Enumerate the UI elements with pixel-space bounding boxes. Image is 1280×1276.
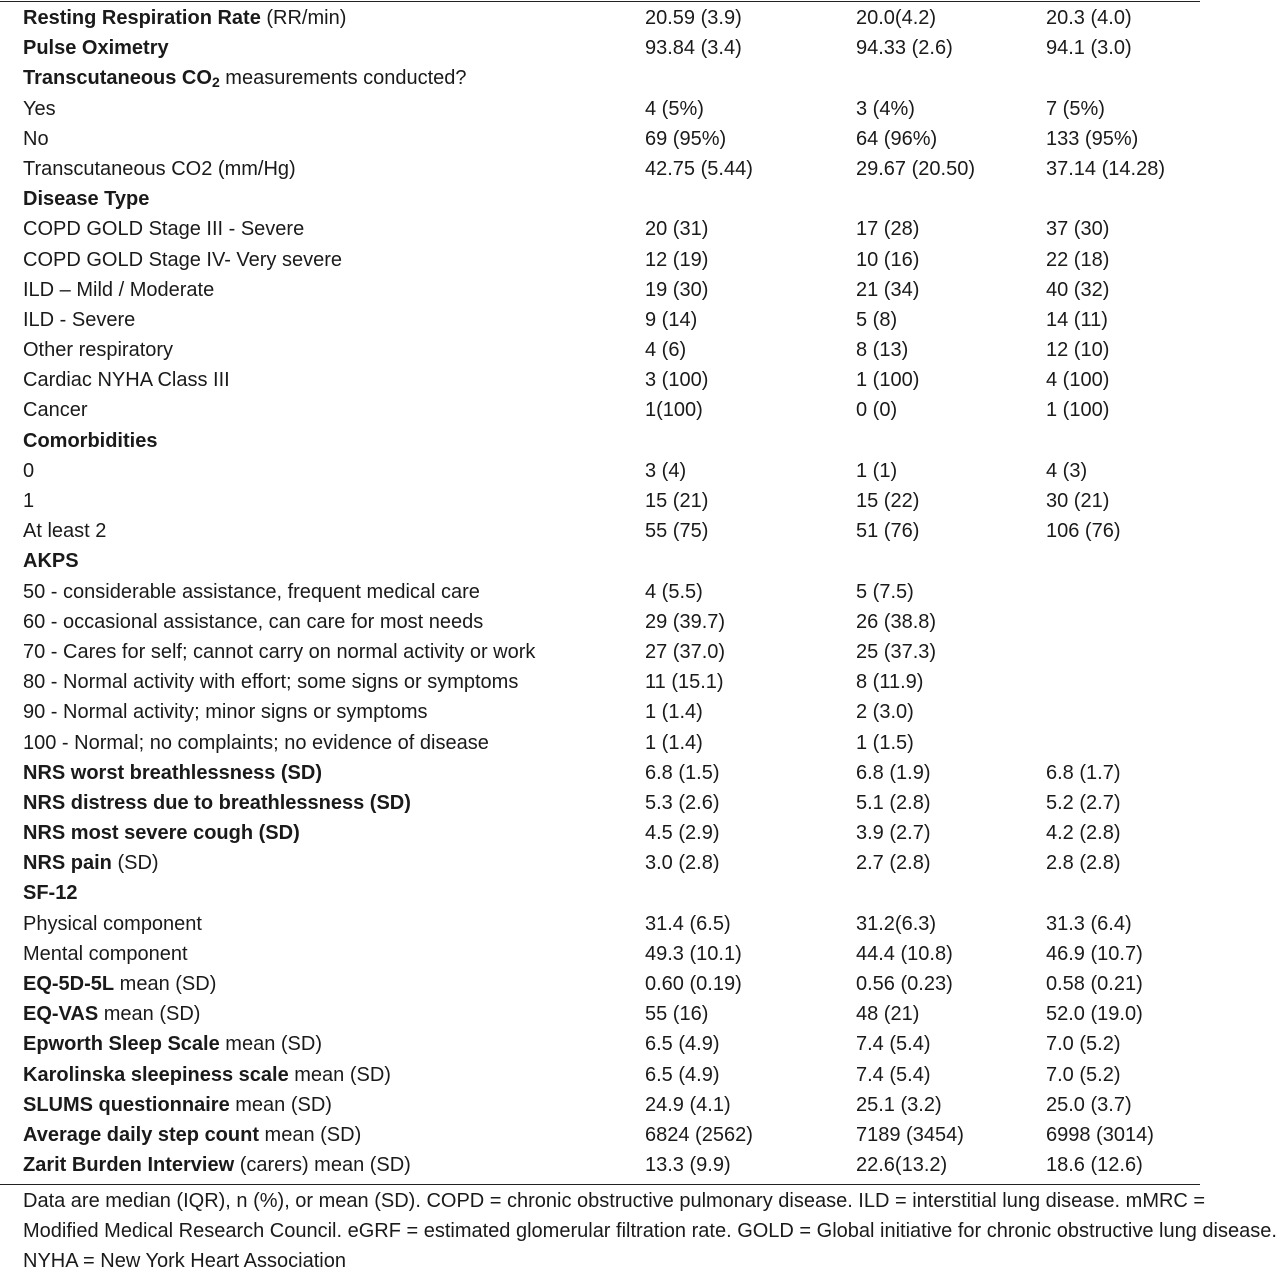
row-value-col3: 25.0 (3.7) [1046, 1093, 1132, 1116]
row-label [23, 637, 535, 667]
table-row [0, 335, 1200, 365]
table-row [0, 516, 1200, 546]
table-row [0, 184, 1200, 214]
table-row [0, 395, 1200, 425]
row-value-col3: 1 (100) [1046, 399, 1110, 422]
row-label-text: 0 [23, 459, 35, 482]
row-label-text: COPD GOLD Stage IV- Very severe [23, 248, 343, 271]
table-row [0, 486, 1200, 516]
row-value-col2: 29.67 (20.50) [856, 157, 975, 180]
row-value-col1: 93.84 (3.4) [645, 37, 742, 60]
row-label-text: mean (SD) [219, 1033, 322, 1056]
row-value-col1: 6824 (2562) [645, 1123, 753, 1146]
row-value-col1: 55 (75) [645, 520, 709, 543]
row-label [23, 275, 214, 305]
table-row [0, 637, 1200, 667]
table-row [0, 214, 1200, 244]
table-row [0, 1029, 1200, 1059]
row-label [23, 1150, 411, 1180]
row-label [23, 63, 467, 97]
row-value-col2: 17 (28) [856, 218, 920, 241]
row-label-text: Transcutaneous CO2 (mm/Hg) [23, 157, 296, 180]
row-label [23, 365, 230, 395]
row-value-col1: 49.3 (10.1) [645, 942, 742, 965]
table-row [0, 365, 1200, 395]
row-value-col3: 46.9 (10.7) [1046, 942, 1143, 965]
row-value-col2: 10 (16) [856, 248, 920, 271]
table-row [0, 758, 1200, 788]
row-label-text: 80 - Normal activity with effort; some signs or symptoms [23, 671, 519, 694]
row-value-col2: 31.2(6.3) [856, 912, 937, 935]
row-label-text: (SD) [111, 852, 159, 875]
row-value-col1: 4.5 (2.9) [645, 822, 720, 845]
table-row [0, 577, 1200, 607]
row-value-col1: 24.9 (4.1) [645, 1093, 731, 1116]
table-body [0, 3, 1200, 1180]
row-value-col3: 20.3 (4.0) [1046, 7, 1132, 29]
row-label-text: ILD - Severe [23, 308, 136, 331]
row-value-col1: 9 (14) [645, 308, 698, 331]
row-label-text: Yes [23, 97, 56, 120]
row-label [23, 909, 202, 939]
row-label-text: COPD GOLD Stage III - Severe [23, 218, 305, 241]
row-label-text: Mental component [23, 942, 188, 965]
row-value-col1: 6.5 (4.9) [645, 1033, 720, 1056]
table-row [0, 426, 1200, 456]
row-value-col1: 5.3 (2.6) [645, 791, 720, 814]
table-row [0, 999, 1200, 1029]
row-label-bold: EQ-VAS [23, 1003, 99, 1026]
row-value-col2: 8 (13) [856, 339, 909, 362]
table-row [0, 697, 1200, 727]
row-value-col3: 4.2 (2.8) [1046, 822, 1121, 845]
row-value-col3: 14 (11) [1046, 308, 1108, 331]
row-label [23, 124, 49, 154]
table-row [0, 546, 1200, 576]
row-label-text: Physical component [23, 912, 202, 935]
row-value-col3: 133 (95%) [1046, 127, 1139, 150]
row-label-text: 1 [23, 490, 35, 512]
row-value-col1: 27 (37.0) [645, 640, 726, 663]
row-value-col3: 4 (3) [1046, 459, 1088, 482]
row-label [23, 395, 87, 425]
row-value-col1: 19 (30) [645, 278, 709, 301]
row-value-col3: 37 (30) [1046, 218, 1110, 241]
table-row [0, 63, 1200, 93]
row-value-col2: 48 (21) [856, 1003, 920, 1026]
row-label [23, 758, 322, 788]
row-label [23, 1029, 322, 1059]
table-row [0, 1150, 1200, 1180]
row-label [23, 577, 480, 607]
row-value-col2: 3 (4%) [856, 97, 915, 120]
table-row [0, 667, 1200, 697]
row-label-text: (carers) mean (SD) [234, 1154, 411, 1177]
row-label-text: No [23, 127, 49, 150]
row-value-col2: 5 (8) [856, 308, 898, 331]
row-value-col2: 3.9 (2.7) [856, 822, 931, 845]
table-row [0, 909, 1200, 939]
row-label-text: mean (SD) [98, 1003, 201, 1026]
row-label [23, 516, 106, 546]
row-value-col1: 6.8 (1.5) [645, 761, 720, 784]
row-value-col2: 6.8 (1.9) [856, 761, 931, 784]
row-value-col1: 12 (19) [645, 248, 709, 271]
row-label-bold: NRS pain [23, 852, 112, 875]
row-label-text: ILD – Mild / Moderate [23, 278, 215, 301]
table-row [0, 124, 1200, 154]
table-row [0, 728, 1200, 758]
row-value-col1: 3.0 (2.8) [645, 852, 720, 875]
row-label [23, 546, 79, 576]
row-label [23, 33, 169, 63]
row-label-bold: Resting Respiration Rate [23, 7, 261, 29]
row-value-col1: 3 (100) [645, 369, 709, 392]
row-label [23, 939, 188, 969]
row-label [23, 607, 483, 637]
row-label-bold: NRS worst breathlessness (SD) [23, 761, 322, 784]
row-label [23, 94, 56, 124]
table-footnote: Data are median (IQR), n (%), or mean (SD). COPD = chronic obstructive pulmonary disease. ILD = interstitial lung disease. mMRC = Modified Medical Research Council. eGRF = estimated glomerular filtration rate. GOLD = Global initiative for chronic obstructive lung disease. NYHA = New York Heart Association [23, 1190, 1277, 1272]
row-label [23, 456, 34, 486]
row-value-col1: 4 (5%) [645, 97, 704, 120]
table-row [0, 788, 1200, 818]
row-value-col1: 1 (1.4) [645, 701, 703, 724]
row-label [23, 878, 77, 908]
row-value-col3: 31.3 (6.4) [1046, 912, 1132, 935]
row-label [23, 305, 135, 335]
row-value-col2: 7.4 (5.4) [856, 1063, 931, 1086]
row-label-bold: SLUMS questionnaire [23, 1093, 230, 1116]
row-value-col2: 0.56 (0.23) [856, 973, 953, 995]
row-value-col1: 1 (1.4) [645, 731, 703, 754]
row-value-col2: 1 (100) [856, 369, 920, 392]
row-label-text: At least 2 [23, 520, 107, 543]
row-value-col1: 0.60 (0.19) [645, 973, 742, 995]
row-label-text: measurements conducted? [219, 67, 467, 90]
table-row [0, 33, 1200, 63]
row-value-col2: 20.0(4.2) [856, 7, 937, 29]
row-label [23, 426, 157, 456]
row-value-col3: 5.2 (2.7) [1046, 791, 1121, 814]
row-label-bold: SF-12 [23, 882, 78, 905]
table-row [0, 1060, 1200, 1090]
row-value-col1: 4 (6) [645, 339, 687, 362]
row-value-col3: 18.6 (12.6) [1046, 1154, 1143, 1177]
row-value-col1: 42.75 (5.44) [645, 157, 753, 180]
row-value-col3: 6.8 (1.7) [1046, 761, 1121, 784]
row-value-col1: 4 (5.5) [645, 580, 703, 603]
table-row [0, 305, 1200, 335]
row-value-col1: 20 (31) [645, 218, 709, 241]
row-label-bold: Comorbidities [23, 429, 158, 452]
row-value-col1: 1(100) [645, 399, 703, 422]
row-label-text: Cancer [23, 399, 88, 422]
table-row [0, 245, 1200, 275]
row-label [23, 728, 489, 758]
row-label-text: 50 - considerable assistance, frequent medical care [23, 580, 480, 603]
row-value-col3: 52.0 (19.0) [1046, 1003, 1143, 1026]
row-label-text: 100 - Normal; no complaints; no evidence of disease [23, 731, 489, 754]
row-label [23, 184, 149, 214]
row-label [23, 848, 159, 878]
row-label-bold: Disease Type [23, 188, 150, 211]
row-label-text: Other respiratory [23, 339, 174, 362]
table-top-rule [0, 1, 1200, 2]
row-label-bold: Average daily step count [23, 1123, 259, 1146]
row-value-col2: 0 (0) [856, 399, 898, 422]
row-value-col1: 29 (39.7) [645, 610, 726, 633]
row-value-col1: 20.59 (3.9) [645, 7, 742, 29]
row-value-col3: 30 (21) [1046, 490, 1110, 512]
row-value-col2: 15 (22) [856, 490, 920, 512]
row-label-text: (RR/min) [260, 7, 347, 29]
row-value-col2: 51 (76) [856, 520, 920, 543]
row-label-text: mean (SD) [288, 1063, 391, 1086]
table-row [0, 456, 1200, 486]
row-label [23, 969, 216, 999]
row-value-col3: 6998 (3014) [1046, 1123, 1154, 1146]
table-row [0, 154, 1200, 184]
row-label [23, 335, 173, 365]
row-label-bold: Karolinska sleepiness scale [23, 1063, 289, 1086]
row-value-col1: 69 (95%) [645, 127, 727, 150]
row-value-col2: 7.4 (5.4) [856, 1033, 931, 1056]
row-label [23, 1060, 391, 1090]
row-value-col2: 8 (11.9) [856, 671, 924, 694]
row-label [23, 3, 346, 33]
row-label [23, 1090, 332, 1120]
row-label [23, 788, 411, 818]
row-label-bold: EQ-5D-5L [23, 973, 115, 995]
row-value-col3: 94.1 (3.0) [1046, 37, 1132, 60]
row-label-bold: Transcutaneous CO [23, 67, 212, 90]
row-label [23, 818, 300, 848]
row-label-bold: Pulse Oximetry [23, 37, 169, 60]
row-label [23, 154, 296, 184]
row-label-text: 90 - Normal activity; minor signs or symptoms [23, 701, 428, 724]
table-row [0, 1120, 1200, 1150]
row-value-col2: 7189 (3454) [856, 1123, 964, 1146]
table-row [0, 939, 1200, 969]
table-row [0, 94, 1200, 124]
row-value-col1: 31.4 (6.5) [645, 912, 731, 935]
row-value-col2: 2.7 (2.8) [856, 852, 931, 875]
table-row [0, 3, 1200, 33]
row-label-bold: NRS distress due to breathlessness (SD) [23, 791, 411, 814]
row-value-col3: 0.58 (0.21) [1046, 973, 1143, 995]
row-value-col2: 2 (3.0) [856, 701, 914, 724]
row-value-col3: 7.0 (5.2) [1046, 1033, 1121, 1056]
row-label-text: Cardiac NYHA Class III [23, 369, 230, 392]
row-value-col2: 1 (1) [856, 459, 898, 482]
row-label-bold: NRS most severe cough (SD) [23, 822, 300, 845]
row-label [23, 245, 342, 275]
row-value-col2: 21 (34) [856, 278, 920, 301]
table-bottom-rule [0, 1184, 1200, 1185]
row-label [23, 667, 518, 697]
row-label [23, 486, 34, 516]
table-row [0, 275, 1200, 305]
row-value-col2: 25 (37.3) [856, 640, 937, 663]
row-value-col2: 5.1 (2.8) [856, 791, 931, 814]
row-value-col1: 3 (4) [645, 459, 687, 482]
row-label [23, 214, 304, 244]
row-value-col3: 12 (10) [1046, 339, 1110, 362]
row-label-bold: Epworth Sleep Scale [23, 1033, 220, 1056]
row-label-text: mean (SD) [259, 1123, 362, 1146]
row-value-col1: 11 (15.1) [645, 671, 724, 694]
row-value-col3: 106 (76) [1046, 520, 1121, 543]
row-value-col2: 64 (96%) [856, 127, 938, 150]
row-value-col2: 25.1 (3.2) [856, 1093, 942, 1116]
row-value-col2: 44.4 (10.8) [856, 942, 953, 965]
table-row [0, 848, 1200, 878]
table-row [0, 1090, 1200, 1120]
row-label-text: mean (SD) [114, 973, 217, 995]
table-row [0, 878, 1200, 908]
row-value-col3: 7.0 (5.2) [1046, 1063, 1121, 1086]
row-value-col1: 15 (21) [645, 490, 709, 512]
row-label [23, 697, 428, 727]
row-label-text: mean (SD) [229, 1093, 332, 1116]
row-label [23, 1120, 361, 1150]
row-value-col1: 13.3 (9.9) [645, 1154, 731, 1177]
row-value-col1: 55 (16) [645, 1003, 709, 1026]
row-value-col3: 40 (32) [1046, 278, 1110, 301]
row-value-col2: 5 (7.5) [856, 580, 914, 603]
row-label [23, 999, 200, 1029]
row-label-bold: Zarit Burden Interview [23, 1154, 235, 1177]
row-label-subscript: 2 [211, 74, 220, 91]
row-label-text: 60 - occasional assistance, can care for most needs [23, 610, 484, 633]
row-value-col1: 6.5 (4.9) [645, 1063, 720, 1086]
row-value-col3: 7 (5%) [1046, 97, 1105, 120]
row-value-col2: 26 (38.8) [856, 610, 937, 633]
row-label-text: 70 - Cares for self; cannot carry on normal activity or work [23, 640, 536, 663]
row-value-col3: 22 (18) [1046, 248, 1110, 271]
row-value-col2: 22.6(13.2) [856, 1154, 948, 1177]
row-value-col3: 4 (100) [1046, 369, 1110, 392]
row-value-col2: 94.33 (2.6) [856, 37, 953, 60]
table-row [0, 818, 1200, 848]
row-value-col2: 1 (1.5) [856, 731, 914, 754]
row-label-bold: AKPS [23, 550, 79, 573]
row-value-col3: 2.8 (2.8) [1046, 852, 1121, 875]
table-row [0, 969, 1200, 999]
row-value-col3: 37.14 (14.28) [1046, 157, 1165, 180]
table-row [0, 607, 1200, 637]
